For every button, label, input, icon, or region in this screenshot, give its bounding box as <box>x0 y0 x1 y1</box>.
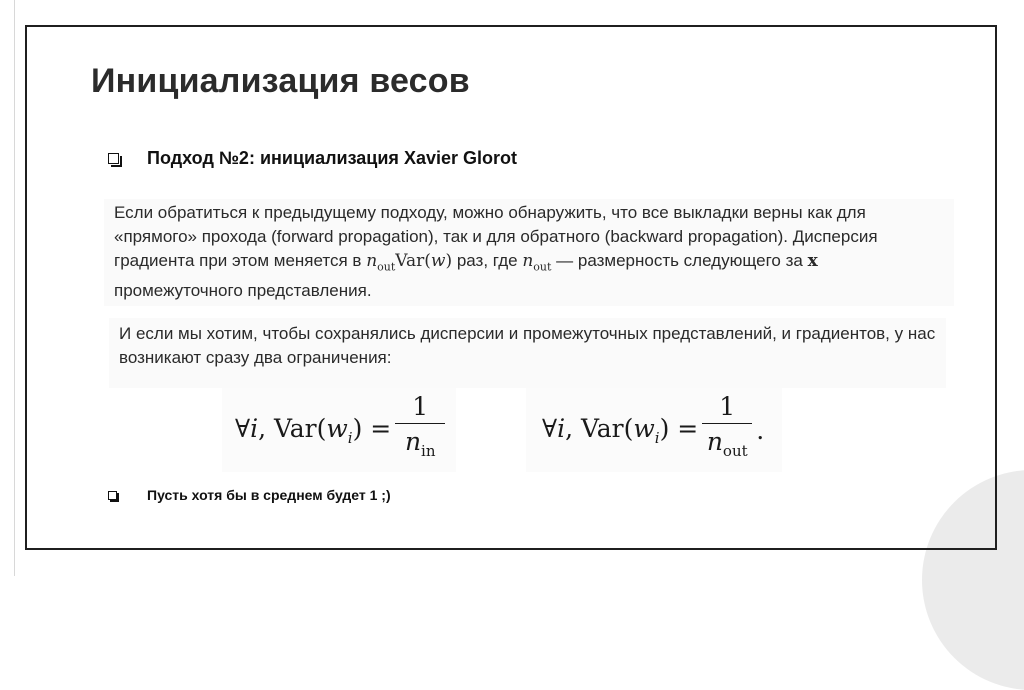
math-sub-i: i <box>654 428 660 447</box>
paragraph-gradient-variance <box>104 199 954 306</box>
checkbox-bullet-icon <box>108 491 117 500</box>
text-span: — размерность следующего за <box>551 251 808 270</box>
math-n: n <box>404 427 422 456</box>
paragraph1-line1: Если обратиться к предыдущему подходу, можно обнаружить, что все выкладки верны как для <box>114 203 866 222</box>
checkbox-bullet-icon <box>108 153 119 164</box>
paragraph1-line3 <box>114 249 954 279</box>
math-n-out <box>366 251 396 274</box>
math-sub: in <box>421 442 436 460</box>
math-equals: ) = <box>659 413 699 443</box>
math-n-out-2 <box>522 251 552 274</box>
paragraph-constraints <box>109 318 946 388</box>
math-sub: out <box>533 260 552 274</box>
math-n: n <box>706 427 723 456</box>
bullet-approach-text: Подход №2: инициализация Xavier Glorot <box>147 148 517 168</box>
math-paren: ) <box>445 251 453 271</box>
math-sub: out <box>377 260 396 274</box>
bullet-average-text: Пусть хотя бы в среднем будет 1 ;) <box>147 487 391 503</box>
formula2-fraction <box>702 391 752 469</box>
slide-title: Инициализация весов <box>91 62 470 100</box>
forall-symbol: ∀ <box>235 413 251 443</box>
text-span: раз, где <box>452 251 523 270</box>
formula-tail: . <box>756 415 765 445</box>
formula2-lhs <box>542 414 698 447</box>
bullet-average <box>108 487 391 503</box>
fraction-denominator <box>707 424 748 469</box>
formula-var-n-out <box>526 388 782 472</box>
math-w: w <box>633 413 655 443</box>
math-n: n <box>522 251 534 271</box>
paragraph2-line2: возникают сразу два ограничения: <box>119 348 392 367</box>
paragraph1-line2: «прямого» прохода (forward propagation), так и для обратного (backward propagation). Дисперсия <box>114 227 878 246</box>
fraction-numerator: 1 <box>412 392 429 421</box>
math-w: w <box>326 413 348 443</box>
bullet-approach <box>108 148 517 169</box>
math-i: i <box>250 413 259 443</box>
paragraph2-line1: И если мы хотим, чтобы сохранялись дисперсии и промежуточных представлений, и градиентов, у нас <box>119 324 936 343</box>
formula1-lhs <box>235 414 391 447</box>
left-edge-strip <box>0 0 15 576</box>
math-n: n <box>366 251 378 271</box>
formula1-fraction <box>395 391 445 469</box>
math-w: w <box>430 251 446 271</box>
fraction-denominator <box>405 424 436 469</box>
math-var: , Var( <box>258 413 327 443</box>
math-equals: ) = <box>352 413 392 443</box>
math-x-bold: x <box>807 251 818 271</box>
paragraph1-line4: промежуточного представления. <box>114 281 372 301</box>
text-span: градиента при этом меняется в <box>114 251 367 270</box>
fraction-numerator: 1 <box>719 392 736 421</box>
formula-var-n-in <box>222 388 456 472</box>
math-var: Var( <box>395 251 431 271</box>
forall-symbol: ∀ <box>542 413 558 443</box>
math-i: i <box>557 413 566 443</box>
math-sub-i: i <box>347 428 353 447</box>
math-sub: out <box>722 442 748 460</box>
math-var: , Var( <box>565 413 634 443</box>
